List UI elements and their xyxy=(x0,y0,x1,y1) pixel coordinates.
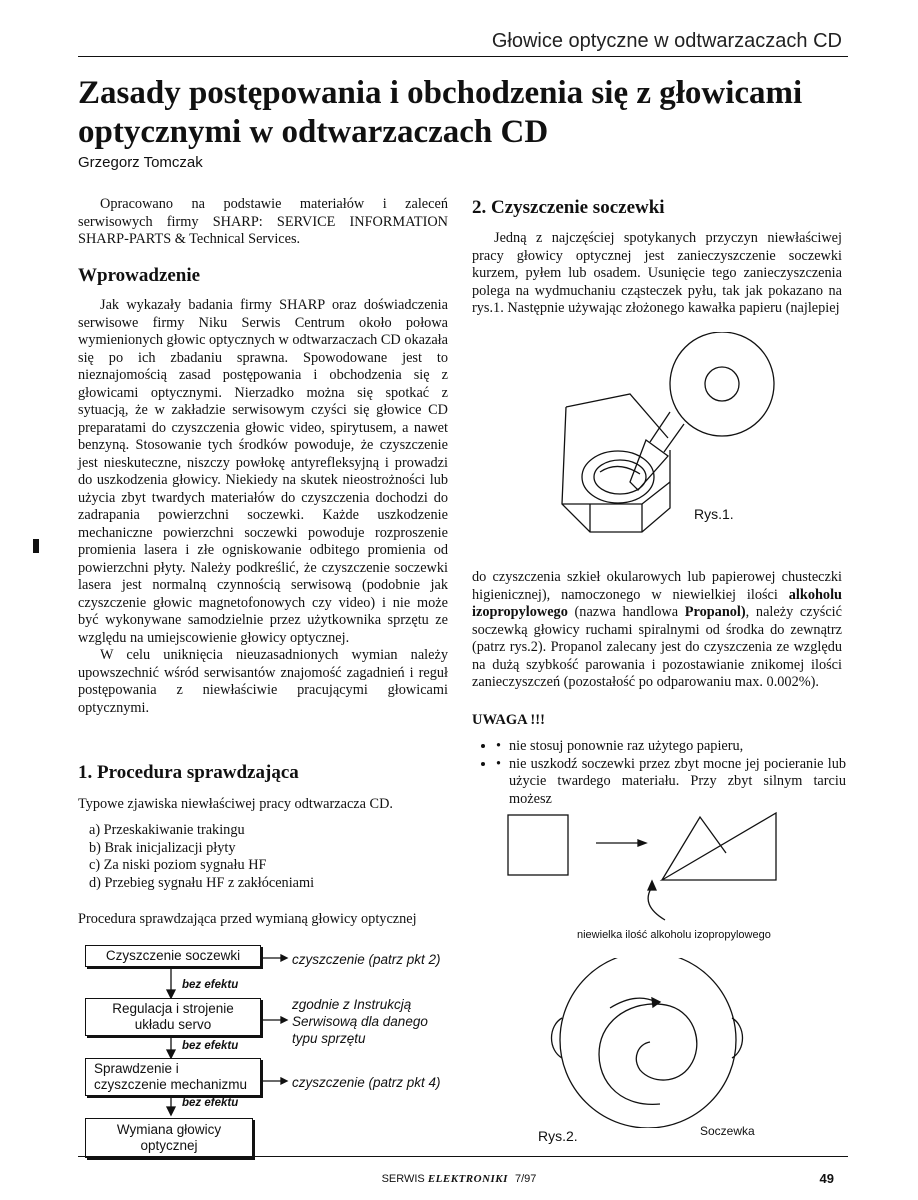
paper-square xyxy=(508,815,568,875)
intro-text: Opracowano na podstawie materiałów i zaleceń serwisowych firmy SHARP: SERVICE INFORMATION SHARP-PARTS & Technical Services. xyxy=(78,196,448,247)
blower-bulb xyxy=(670,332,774,436)
margin-mark xyxy=(33,539,39,553)
lens xyxy=(594,460,646,494)
pickup-body-outline xyxy=(566,394,668,438)
footer-magazine-logo: ELEKTRONIKI xyxy=(427,1173,508,1185)
drop-pointer xyxy=(648,887,665,920)
side-arrowhead xyxy=(281,1078,287,1084)
heading-wprowadzenie: Wprowadzenie xyxy=(78,265,201,286)
czyszczenie-text-2a: do czyszczenia szkieł okularowych lub papierowej chusteczki higienicznej), namoczonego w niewielkiej ilości xyxy=(472,569,842,603)
figure-rys1 xyxy=(560,332,780,562)
blower-tip xyxy=(630,440,668,490)
czyszczenie-paragraph-2 xyxy=(472,569,842,692)
drop-pointer-arrowhead xyxy=(648,881,656,890)
flow-step-4: Wymiana głowicy optycznej xyxy=(85,1118,253,1158)
side-arrowhead xyxy=(281,1017,287,1023)
fold-arrowhead xyxy=(638,840,646,846)
lens-housing xyxy=(582,451,654,503)
lens-label: Soczewka xyxy=(700,1124,755,1138)
article-author: Grzegorz Tomczak xyxy=(78,154,203,171)
footer-issue: 7/97 xyxy=(514,1173,537,1185)
flow-note-3: czyszczenie (patrz pkt 4) xyxy=(292,1075,441,1090)
flow-step-1: Czyszczenie soczewki xyxy=(85,945,261,967)
warning-list xyxy=(480,738,846,808)
edge-label: bez efektu xyxy=(182,979,239,991)
flowchart-caption: Procedura sprawdzająca przed wymianą głowicy optycznej xyxy=(78,911,417,927)
heading-procedura: 1. Procedura sprawdzająca xyxy=(78,762,299,783)
figure-rys2 xyxy=(540,958,760,1128)
blower-nozzle xyxy=(664,424,684,452)
header-rule xyxy=(78,56,848,57)
running-head: Głowice optyczne w odtwarzaczach CD xyxy=(491,30,842,52)
spiral-arrowhead xyxy=(652,998,660,1007)
edge-label: bez efektu xyxy=(182,1040,239,1052)
pickup-body-edge xyxy=(562,482,670,504)
wprowadzenie-paragraph-1: Jak wykazały badania firmy SHARP oraz doświadczenia serwisowe firmy Niku Serwis Centrum około połowa wymienionych głowic optycznych w odtwarzaczach CD okazała się po ich zbadaniu sprawna. Spowodowane jest to nieznajomością zasad postępowania i obchodzenia się z głowicami optycznymi. Nierzadko można się spotkać z sytuacją, że w zakładzie serwisowym czyści się głowice CD preparatami do czyszczenia głowic video, spirytusem, a nawet benzyną. Stosowanie tych środków powoduje, że czyszczenie jest nieskuteczne, niszczy powłokę antyrefleksyjną i prowadzi do uszkodzenia głowicy. Niekiedy na skutek nieostrożności lub użycia zbyt twardych materiałów do czyszczenia dochodzi do zadrapania powierzchni soczewki. Każde uszkodzenie mechaniczne powierzchni soczewki powoduje rozproszenie promienia lasera i złe ogniskowanie odbitego promienia od powierzchni płyty. Należy podkreślić, że czyszczenie soczewki lasera jest normalną czynnością serwisową (podobnie jak czyszczenie głowic magnetofonowych czy video) i nie może być wykonywane samodzielnie przez użytkownika sprzętu ze względu na umiejscowienie głowicy optycznej. xyxy=(78,297,448,646)
footer-rule xyxy=(78,1156,848,1157)
flow-note-2: zgodnie z Instrukcją Serwisową dla danego typu sprzętu xyxy=(292,997,428,1046)
czyszczenie-bold-propanol: Propanol) xyxy=(684,604,746,620)
warning-heading: UWAGA !!! xyxy=(472,712,545,728)
connector-arrowhead xyxy=(167,1050,175,1058)
list-item: d) Przebieg sygnału HF z zakłóceniami xyxy=(89,874,315,891)
czyszczenie-bold-alkohol: alkoholu izopropylowego xyxy=(472,586,842,620)
list-item: c) Za niski poziom sygnału HF xyxy=(89,857,267,873)
flow-step-3: Sprawdzenie i czyszczenie mechanizmu xyxy=(85,1058,261,1096)
spiral-path xyxy=(599,1004,697,1104)
connector-arrowhead xyxy=(167,990,175,998)
side-arrowhead xyxy=(281,955,287,961)
flow-step-2: Regulacja i strojenie układu servo xyxy=(85,998,261,1036)
czyszczenie-text-2b: (nazwa handlowa xyxy=(567,604,685,620)
procedura-lead: Typowe zjawiska niewłaściwej pracy odtwarzacza CD. xyxy=(78,796,393,812)
intro-paragraph xyxy=(78,196,448,249)
article-title: Zasady postępowania i obchodzenia się z głowicami optycznymi w odtwarzaczach CD xyxy=(78,75,803,150)
wprowadzenie-paragraph-2: W celu uniknięcia nieuzasadnionych wymian należy upowszechnić wśród serwisantów znajomość zagadnień i reguł postępowania z niewłaściwie pracującymi głowicami optycznymi. xyxy=(78,647,448,716)
lens-ear-right xyxy=(732,1018,743,1058)
rys2-label: Rys.2. xyxy=(538,1128,578,1144)
rys1-label: Rys.1. xyxy=(694,506,734,522)
page-number: 49 xyxy=(819,1171,834,1186)
czyszczenie-text-1: Jedną z najczęściej spotykanych przyczyn niewłaściwej pracy głowicy optycznej jest zanieczyszczenie soczewki kurzem, pyłem lub osadem. Usunięcie tego zanieczyszczenia polega na wydmuchaniu cząsteczek pyłu, tak jak pokazano na rys.1. Następnie używając złożonego kawałka papieru (najlepiej xyxy=(472,230,842,316)
footer-magazine xyxy=(0,1173,918,1185)
czyszczenie-paragraph-1 xyxy=(472,230,842,318)
czyszczenie-text-2c: , należy czyścić soczewką głowicy ruchami spiralnymi od środka do zewnątrz (patrz rys.2). Propanol zalecany jest do czyszczenia ze względu na dużą szybkość parowania i pozostawianie znikomej ilości zanieczyszczeń (pozostałość po odparowaniu max. 0.002%). xyxy=(472,604,842,690)
figure-paper-folding xyxy=(500,805,790,925)
folded-paper xyxy=(662,813,776,880)
wprowadzenie-body xyxy=(78,297,448,717)
symptom-list xyxy=(89,822,439,892)
list-item: • • nie uszkodź soczewki przez zbyt mocne jej pocieranie lub użycie twardego materiału. Przy zbyt silnym tarciu możesz xyxy=(496,756,846,809)
flow-note-1: czyszczenie (patrz pkt 2) xyxy=(292,952,441,967)
heading-czyszczenie: 2. Czyszczenie soczewki xyxy=(472,197,665,218)
footer-magazine-name: SERWIS xyxy=(381,1173,425,1185)
spiral-arrow xyxy=(610,998,656,1008)
list-item: a) Przeskakiwanie trakingu xyxy=(89,822,245,838)
connector-arrowhead xyxy=(167,1107,175,1115)
blower-bulb-opening xyxy=(705,367,739,401)
fold-caption: niewielka ilość alkoholu izopropylowego xyxy=(577,929,771,941)
list-item: b) Brak inicjalizacji płyty xyxy=(89,839,236,856)
list-item: • • nie stosuj ponownie raz użytego papieru, xyxy=(496,738,846,756)
pickup-body-outline xyxy=(562,407,670,532)
edge-label: bez efektu xyxy=(182,1097,239,1109)
